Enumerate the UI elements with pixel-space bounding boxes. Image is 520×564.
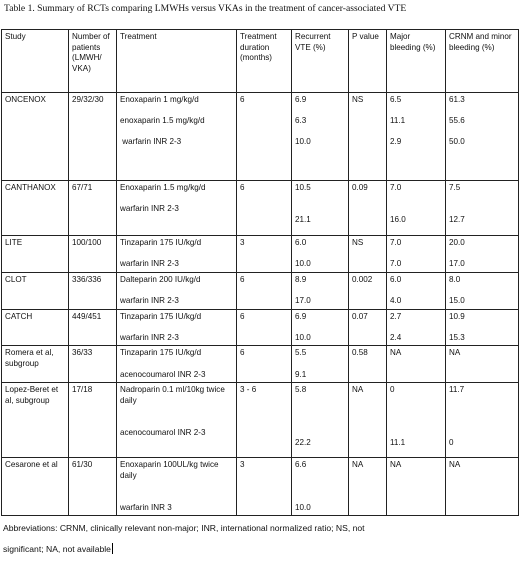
cell-p-value: 0.002 (349, 272, 387, 309)
cell-recurrent-vte (292, 458, 349, 516)
cell-study: CLOT (2, 272, 69, 309)
cell-recurrent-vte-line: 22.2 (295, 438, 311, 448)
cell-study: LITE (2, 236, 69, 273)
cell-major-bleeding-line: 6.0 (390, 274, 402, 284)
cell-major-bleeding-line: 16.0 (390, 214, 406, 224)
cell-major-bleeding-line: 11.1 (390, 116, 406, 126)
cell-crnm-bleeding-line: 15.0 (449, 295, 465, 305)
cell-crnm-bleeding-line (449, 127, 515, 138)
cell-study: ONCENOX (2, 93, 69, 181)
header-patients: Number of patients (LMWH/ VKA) (69, 30, 117, 93)
cell-crnm-bleeding-line: 10.9 (449, 311, 465, 321)
cell-p-value: NS (349, 236, 387, 273)
cell-crnm-bleeding-line: 8.0 (449, 274, 461, 284)
cell-crnm-bleeding-line: NA (449, 348, 461, 358)
cell-major-bleeding-line: 6.5 (390, 95, 402, 104)
cell-recurrent-vte-line: 9.1 (295, 369, 307, 379)
cell-crnm-bleeding (446, 458, 519, 516)
cell-recurrent-vte-line (295, 481, 345, 492)
cell-treatment-line (120, 249, 233, 260)
cell-major-bleeding-line (390, 204, 442, 215)
cell-crnm-bleeding-line: 61.3 (449, 95, 465, 104)
cell-study: Lopez-Beret et al, subgroup (2, 383, 69, 458)
cell-duration: 6 (237, 93, 292, 181)
cell-major-bleeding-line (390, 285, 442, 296)
cell-major-bleeding-line (390, 127, 442, 138)
cell-recurrent-vte-line: 6.9 (295, 311, 307, 321)
cell-recurrent-vte-line: 10.5 (295, 183, 311, 192)
cell-major-bleeding-line: 11.1 (390, 438, 406, 448)
cell-patients: 36/33 (69, 346, 117, 383)
cell-p-value: 0.58 (349, 346, 387, 383)
cell-treatment (117, 272, 237, 309)
cell-major-bleeding-line: 7.0 (390, 238, 402, 247)
cell-crnm-bleeding (446, 309, 519, 346)
cell-recurrent-vte-line: 6.6 (295, 460, 307, 470)
cell-recurrent-vte-line: 17.0 (295, 295, 311, 305)
cell-crnm-bleeding-line: 15.3 (449, 332, 465, 342)
header-crnm-bleeding: CRNM and minor bleeding (%) (446, 30, 519, 93)
cell-treatment-line: Nadroparin 0.1 ml/10kg twice daily (120, 385, 228, 405)
cell-crnm-bleeding (446, 272, 519, 309)
header-study: Study (2, 30, 69, 93)
cell-major-bleeding-line (390, 406, 442, 417)
cell-p-value: 0.07 (349, 309, 387, 346)
cell-crnm-bleeding (446, 93, 519, 181)
cell-patients: 61/30 (69, 458, 117, 516)
cell-treatment (117, 309, 237, 346)
cell-crnm-bleeding-line (449, 204, 515, 215)
cell-crnm-bleeding-line (449, 406, 515, 417)
cell-crnm-bleeding-line: 12.7 (449, 214, 465, 224)
cell-recurrent-vte-line (295, 406, 345, 417)
cell-major-bleeding (387, 309, 446, 346)
cell-recurrent-vte-line: 21.1 (295, 214, 311, 224)
cell-treatment-line: Tinzaparin 175 IU/kg/d (120, 238, 202, 247)
cell-major-bleeding-line (390, 194, 442, 205)
footnote-line-2: significant; NA, not available (3, 544, 111, 554)
cell-recurrent-vte (292, 346, 349, 383)
footnote-line-1: Abbreviations: CRNM, clinically relevant non-major; INR, international normalized ratio; NS, not (3, 523, 365, 533)
cell-treatment-line: warfarin INR 2-3 (120, 295, 179, 305)
cell-major-bleeding-line (390, 249, 442, 260)
cell-treatment-line (120, 359, 233, 370)
cell-crnm-bleeding (446, 236, 519, 273)
table-row (2, 181, 519, 236)
cell-recurrent-vte-line (295, 322, 345, 333)
cell-duration: 6 (237, 346, 292, 383)
header-major-bleeding: Major bleeding (%) (387, 30, 446, 93)
cell-major-bleeding-line (390, 428, 442, 439)
cell-crnm-bleeding-line: 20.0 (449, 238, 465, 247)
cell-major-bleeding-line: 2.7 (390, 311, 402, 321)
abbreviations-footnote (3, 522, 515, 555)
cell-recurrent-vte-line: 6.3 (295, 116, 307, 126)
cell-major-bleeding-line (390, 106, 442, 117)
cell-major-bleeding (387, 272, 446, 309)
cell-recurrent-vte-line (295, 127, 345, 138)
cell-recurrent-vte-line (295, 204, 345, 215)
cell-duration: 3 (237, 236, 292, 273)
cell-patients: 336/336 (69, 272, 117, 309)
cell-recurrent-vte-line: 6.0 (295, 238, 307, 247)
cell-recurrent-vte (292, 272, 349, 309)
cell-recurrent-vte-line (295, 428, 345, 439)
cell-crnm-bleeding-line: 50.0 (449, 137, 465, 147)
cell-recurrent-vte (292, 309, 349, 346)
text-cursor (112, 543, 113, 554)
cell-patients: 100/100 (69, 236, 117, 273)
cell-treatment-line: warfarin INR 2-3 (120, 204, 179, 214)
cell-major-bleeding-line: NA (390, 460, 402, 470)
cell-treatment-line: enoxaparin 1.5 mg/kg/d (120, 116, 205, 126)
cell-recurrent-vte-line: 5.5 (295, 348, 307, 358)
cell-crnm-bleeding-line (449, 106, 515, 117)
cell-recurrent-vte-line (295, 359, 345, 370)
cell-treatment-line: Tinzaparin 175 IU/kg/d (120, 348, 202, 358)
cell-crnm-bleeding (446, 181, 519, 236)
cell-treatment-line: Enoxaparin 100UL/kg twice daily (120, 460, 221, 480)
header-duration: Treatment duration (months) (237, 30, 292, 93)
cell-recurrent-vte-line: 8.9 (295, 274, 307, 284)
cell-treatment-line: warfarin INR 2-3 (120, 259, 179, 269)
cell-crnm-bleeding-line (449, 428, 515, 439)
cell-major-bleeding-line: NA (390, 348, 402, 358)
cell-recurrent-vte (292, 236, 349, 273)
cell-crnm-bleeding-line: NA (449, 460, 461, 470)
cell-crnm-bleeding-line: 17.0 (449, 259, 465, 269)
cell-treatment-line (120, 106, 233, 117)
cell-study: Romera et al, subgroup (2, 346, 69, 383)
cell-study: CANTHANOX (2, 181, 69, 236)
cell-crnm-bleeding (446, 346, 519, 383)
cell-recurrent-vte-line (295, 417, 345, 428)
cell-major-bleeding-line (390, 322, 442, 333)
cell-treatment (117, 458, 237, 516)
cell-treatment-line: acenocoumarol INR 2-3 (120, 427, 206, 437)
cell-recurrent-vte-line: 10.0 (295, 332, 311, 342)
cell-recurrent-vte-line (295, 249, 345, 260)
cell-treatment-line (120, 417, 233, 428)
cell-major-bleeding (387, 181, 446, 236)
cell-patients: 17/18 (69, 383, 117, 458)
table-row (2, 272, 519, 309)
cell-major-bleeding (387, 236, 446, 273)
cell-patients: 449/451 (69, 309, 117, 346)
cell-crnm-bleeding-line (449, 417, 515, 428)
cell-crnm-bleeding-line: 7.5 (449, 183, 461, 192)
cell-duration: 3 (237, 458, 292, 516)
cell-crnm-bleeding-line (449, 285, 515, 296)
rct-summary-table (1, 29, 519, 516)
cell-crnm-bleeding-line: 55.6 (449, 116, 465, 126)
cell-treatment-line: Tinzaparin 175 IU/kg/d (120, 311, 202, 321)
cell-major-bleeding-line: 7.0 (390, 259, 402, 269)
cell-crnm-bleeding-line (449, 322, 515, 333)
cell-duration: 3 - 6 (237, 383, 292, 458)
cell-recurrent-vte (292, 383, 349, 458)
table-row (2, 236, 519, 273)
cell-patients: 67/71 (69, 181, 117, 236)
cell-treatment-line: Dalteparin 200 IU/kg/d (120, 274, 201, 284)
cell-treatment-line: warfarin INR 3 (120, 502, 172, 512)
table-row (2, 309, 519, 346)
cell-crnm-bleeding (446, 383, 519, 458)
cell-treatment (117, 236, 237, 273)
cell-recurrent-vte-line: 6.9 (295, 95, 307, 104)
cell-crnm-bleeding-line (449, 396, 515, 407)
cell-recurrent-vte-line (295, 285, 345, 296)
cell-major-bleeding-line: 4.0 (390, 295, 402, 305)
cell-treatment-line (120, 481, 233, 492)
cell-recurrent-vte (292, 93, 349, 181)
cell-major-bleeding-line: 0 (390, 385, 395, 395)
cell-recurrent-vte-line: 10.0 (295, 502, 311, 512)
cell-p-value: NA (349, 383, 387, 458)
table-row (2, 383, 519, 458)
cell-recurrent-vte-line: 5.8 (295, 385, 307, 395)
cell-crnm-bleeding-line (449, 194, 515, 205)
header-p-value: P value (349, 30, 387, 93)
cell-major-bleeding-line: 7.0 (390, 183, 402, 192)
cell-recurrent-vte (292, 181, 349, 236)
header-recurrent-vte: Recurrent VTE (%) (292, 30, 349, 93)
table-row (2, 458, 519, 516)
cell-patients: 29/32/30 (69, 93, 117, 181)
cell-treatment-line (120, 127, 233, 138)
cell-p-value: NS (349, 93, 387, 181)
cell-duration: 6 (237, 309, 292, 346)
header-row (2, 30, 519, 93)
cell-major-bleeding (387, 346, 446, 383)
cell-study: CATCH (2, 309, 69, 346)
cell-study: Cesarone et al (2, 458, 69, 516)
cell-p-value: NA (349, 458, 387, 516)
cell-p-value: 0.09 (349, 181, 387, 236)
cell-recurrent-vte-line: 10.0 (295, 259, 311, 269)
table-row (2, 346, 519, 383)
cell-recurrent-vte-line (295, 471, 345, 482)
cell-treatment-line (120, 322, 233, 333)
cell-recurrent-vte-line (295, 194, 345, 205)
cell-major-bleeding-line (390, 417, 442, 428)
cell-major-bleeding (387, 383, 446, 458)
cell-treatment (117, 383, 237, 458)
cell-major-bleeding-line: 2.9 (390, 137, 402, 147)
cell-recurrent-vte-line (295, 396, 345, 407)
header-treatment: Treatment (117, 30, 237, 93)
cell-treatment (117, 93, 237, 181)
cell-treatment-line: Enoxaparin 1.5 mg/kg/d (120, 183, 206, 192)
cell-recurrent-vte-line (295, 492, 345, 503)
table-caption: Table 1. Summary of RCTs comparing LMWHs versus VKAs in the treatment of cancer-associated VTE (4, 3, 407, 14)
cell-crnm-bleeding-line: 0 (449, 438, 454, 448)
cell-duration: 6 (237, 272, 292, 309)
cell-treatment-line (120, 285, 233, 296)
cell-duration: 6 (237, 181, 292, 236)
cell-major-bleeding-line: 2.4 (390, 332, 402, 342)
cell-treatment-line (120, 194, 233, 205)
cell-treatment-line: warfarin INR 2-3 (120, 332, 179, 342)
cell-major-bleeding (387, 93, 446, 181)
cell-treatment-line: acenocoumarol INR 2-3 (120, 369, 206, 379)
cell-treatment-line: Enoxaparin 1 mg/kg/d (120, 95, 199, 104)
cell-recurrent-vte-line: 10.0 (295, 137, 311, 147)
cell-treatment (117, 181, 237, 236)
cell-treatment-line: warfarin INR 2-3 (120, 137, 182, 147)
table-row (2, 93, 519, 181)
cell-major-bleeding-line (390, 396, 442, 407)
cell-recurrent-vte-line (295, 106, 345, 117)
cell-treatment (117, 346, 237, 383)
cell-treatment-line (120, 406, 233, 417)
cell-crnm-bleeding-line: 11.7 (449, 385, 465, 395)
cell-treatment-line (120, 492, 233, 503)
cell-crnm-bleeding-line (449, 249, 515, 260)
cell-major-bleeding (387, 458, 446, 516)
